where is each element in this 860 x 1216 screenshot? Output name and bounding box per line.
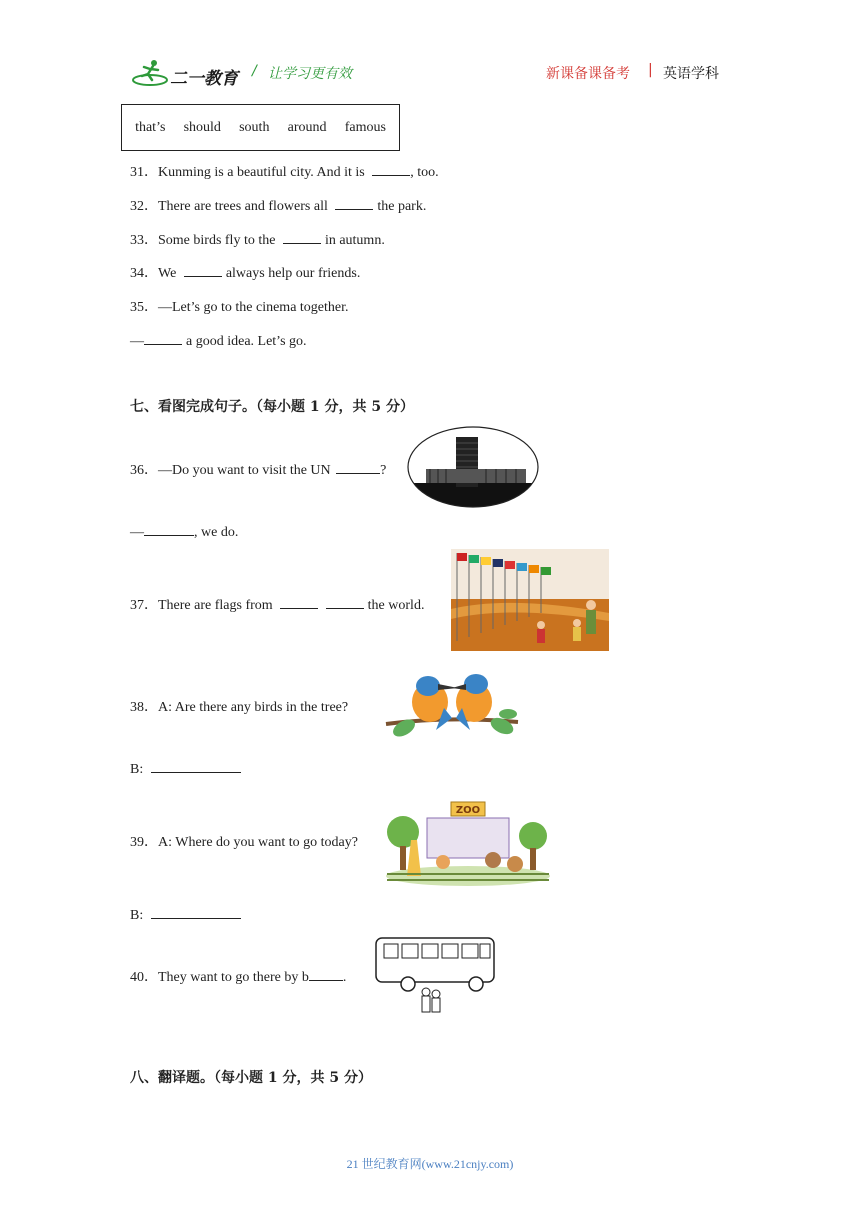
header bbox=[0, 0, 860, 95]
word-box-item: around bbox=[287, 119, 327, 135]
dash: — bbox=[130, 334, 144, 349]
footer: 21 世纪教育网(www.21cnjy.com) bbox=[346, 1157, 514, 1171]
question-39 bbox=[130, 831, 358, 851]
question-37 bbox=[130, 594, 424, 614]
question-text: —Let’s go to the cinema together. bbox=[158, 300, 349, 315]
word-box bbox=[121, 104, 400, 151]
question-end: ? bbox=[380, 463, 387, 478]
question-number: 33． bbox=[130, 233, 158, 248]
answer-blank[interactable] bbox=[309, 966, 343, 981]
question-number: 35． bbox=[130, 300, 158, 315]
question-number: 32． bbox=[130, 199, 158, 214]
un-building-image bbox=[406, 425, 540, 509]
question-end: . bbox=[342, 970, 347, 985]
question-36 bbox=[130, 459, 386, 479]
question-text: 38．A: Are there any birds in the tree? bbox=[130, 700, 349, 715]
question-38-answer bbox=[130, 758, 241, 778]
word-box-item: south bbox=[239, 119, 270, 135]
logo-text: 二一教育 bbox=[170, 69, 238, 89]
question-text-after: a good idea. Let’s go. bbox=[186, 334, 307, 349]
answer-blank[interactable] bbox=[144, 330, 182, 345]
question-text-after: always help our friends. bbox=[225, 266, 361, 281]
question-31 bbox=[130, 161, 439, 181]
question-text: 37．There are flags from bbox=[130, 598, 273, 613]
question-text-after: in autumn. bbox=[324, 233, 385, 248]
word-box-item: famous bbox=[344, 119, 386, 135]
birds-image bbox=[378, 668, 524, 746]
question-text-after: , we do. bbox=[194, 525, 239, 540]
zoo-sign: ZOO bbox=[455, 805, 481, 816]
answer-blank[interactable] bbox=[184, 262, 222, 277]
answer-label: B: bbox=[130, 762, 144, 777]
question-end: the world. bbox=[367, 598, 425, 613]
question-text: We bbox=[158, 266, 177, 281]
question-40 bbox=[130, 966, 346, 986]
word-box-item: that’s bbox=[135, 119, 166, 135]
section-8-title: 八、翻译题。（每小题 1 分，共 5 分） bbox=[130, 1070, 372, 1086]
question-32 bbox=[130, 195, 426, 215]
answer-blank[interactable] bbox=[372, 161, 410, 176]
bus-image bbox=[372, 932, 498, 1014]
answer-blank[interactable] bbox=[151, 758, 241, 773]
question-text-after: , too. bbox=[410, 165, 439, 180]
dash: — bbox=[130, 525, 144, 540]
answer-blank[interactable] bbox=[336, 459, 380, 474]
answer-blank[interactable] bbox=[151, 904, 241, 919]
header-slash: / bbox=[252, 63, 257, 79]
header-right-left: 新课备课备考 bbox=[546, 66, 630, 82]
answer-blank[interactable] bbox=[144, 521, 194, 536]
header-divider: | bbox=[648, 62, 653, 78]
runner-logo-icon bbox=[132, 58, 168, 88]
flags-image bbox=[451, 549, 609, 651]
answer-blank[interactable] bbox=[335, 195, 373, 210]
question-text: 39．A: Where do you want to go today? bbox=[130, 835, 358, 850]
question-39-answer bbox=[130, 904, 241, 924]
answer-blank[interactable] bbox=[326, 594, 364, 609]
question-text: There are trees and flowers all bbox=[158, 199, 328, 214]
answer-blank[interactable] bbox=[283, 229, 321, 244]
word-box-item: should bbox=[183, 119, 221, 135]
question-36-answer bbox=[130, 521, 238, 541]
question-35-answer bbox=[130, 330, 307, 350]
answer-label: B: bbox=[130, 908, 144, 923]
question-number: 34． bbox=[130, 266, 158, 281]
question-text: 36．—Do you want to visit the UN bbox=[130, 463, 331, 478]
question-text: 40．They want to go there by b bbox=[130, 970, 309, 985]
answer-blank[interactable] bbox=[280, 594, 318, 609]
question-text-after: the park. bbox=[377, 199, 427, 214]
header-right-right: 英语学科 bbox=[663, 66, 719, 82]
question-text: Kunming is a beautiful city. And it is bbox=[158, 165, 365, 180]
zoo-image bbox=[383, 796, 553, 888]
question-38 bbox=[130, 696, 348, 716]
section-7-title: 七、看图完成句子。（每小题 1 分，共 5 分） bbox=[130, 399, 414, 415]
question-35 bbox=[130, 296, 349, 316]
question-text: Some birds fly to the bbox=[158, 233, 276, 248]
question-34 bbox=[130, 262, 360, 282]
question-number: 31． bbox=[130, 165, 158, 180]
question-33 bbox=[130, 229, 385, 249]
header-slogan: 让学习更有效 bbox=[268, 66, 352, 82]
